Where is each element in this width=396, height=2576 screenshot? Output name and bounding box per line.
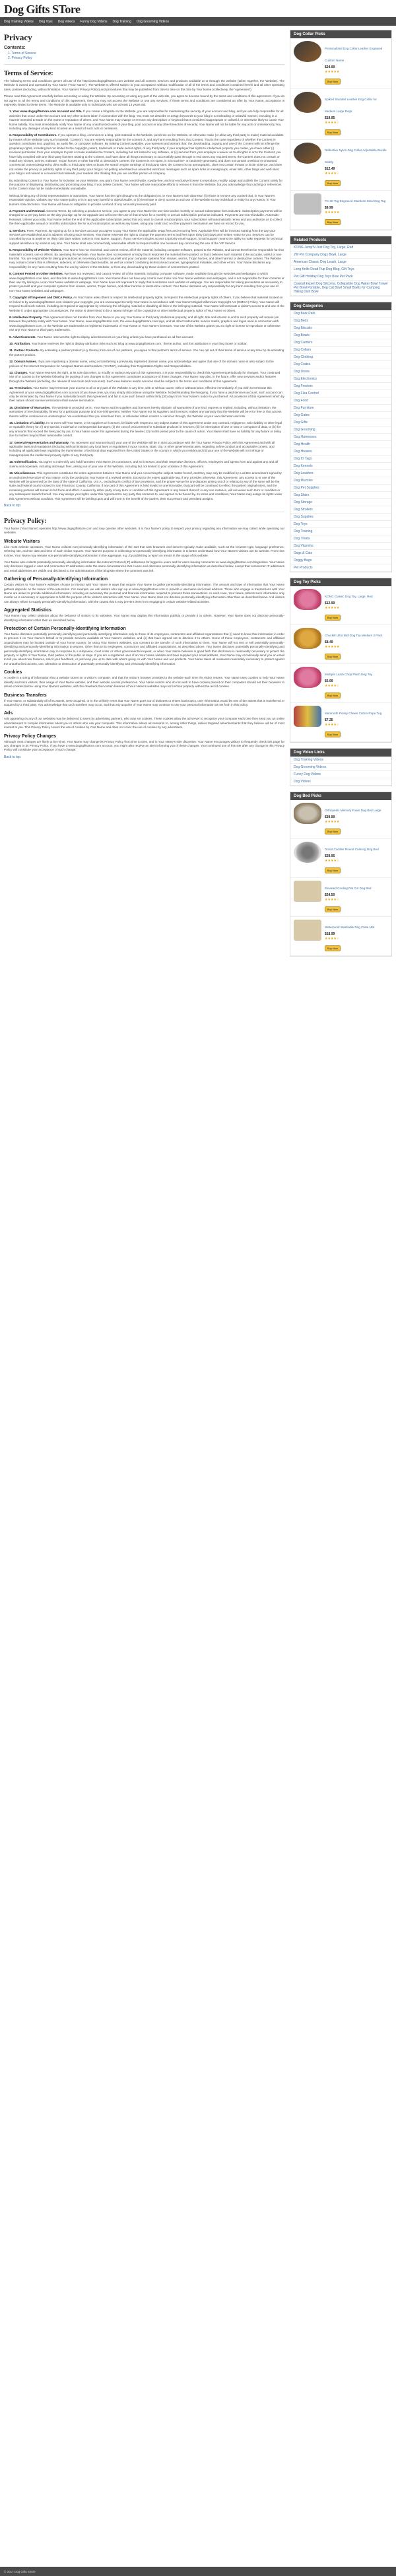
category-link[interactable]: Dog Muzzles (290, 477, 391, 485)
video-link[interactable]: Dog Training Videos (290, 757, 391, 764)
tos-item-number: 14. (9, 386, 14, 390)
category-link[interactable]: Dog Gates (290, 412, 391, 419)
product-info (325, 803, 388, 836)
tos-item-heading: Responsibility of Website Visitors. (13, 248, 63, 252)
tos-item-heading: Advertisements. (13, 335, 36, 339)
rating-stars-icon: ★★★★★ (325, 211, 340, 215)
product-item (290, 800, 391, 839)
tos-item (9, 386, 284, 403)
tos-item-heading: Your www.dogsgiftsstore.com Account and Site. (13, 110, 82, 114)
product-name-link[interactable]: Waterproof Washable Dog Crate Mat (325, 926, 375, 929)
related-product-link[interactable]: Pet Gift Holiday Dog Toys Blue Pet Pack (290, 273, 391, 281)
tos-item-text: Your Name has not reviewed, and cannot review, all of the material, including computer software, posted to the Website, and cannot therefore be responsible for that material's content, use or effects. By operating the Website, Your Name does not represent or imply that it endorses the material there posted, or that it believes such material to be accurate, useful or non-harmful. You are responsible for taking precautions as necessary to protect yourself and your computer systems from viruses, worms, Trojan horses, and other harmful or destructive content. The Website may contain content that is offensive, indecent, or otherwise objectionable, as well as content containing technical inaccuracies, typographical mistakes, and other errors. Your Name disclaims any responsibility for any harm resulting from the use by visitors of the Website, or from any downloading by those visitors of content there posted. (9, 248, 284, 269)
product-info (325, 881, 388, 914)
privacy-sections (4, 539, 284, 753)
tos-item-number: 15. (9, 405, 14, 409)
sidebar (290, 30, 392, 962)
product-name-link[interactable]: Pet ID Tag Engraved Stainless Steel Dog Tag (325, 199, 386, 203)
product-price: $19.95 (325, 116, 335, 120)
product-name-link[interactable]: KONG Classic Dog Toy, Large, Red (325, 595, 373, 598)
tos-item (9, 316, 284, 333)
contents-link-privacy[interactable]: 2. Privacy Policy (8, 56, 32, 60)
tos-item-text: In no event will Your Name, or its suppliers or licensors, be liable with respect to any subject matter of this agreement under any contract, negligence, strict liability or other legal or equitable theory for: (i) any special, incidental or consequential damages; (ii) the cost of procurement for substitute products or services; (iii) for interruption of use or loss or corruption of data; or (iv) for any amounts that exceed the fees paid by you to Your Name under this agreement during the twelve (12) month period prior to the cause of action. Your Name shall have no liability for any failure or delay due to matters beyond their reasonable control. (9, 421, 282, 438)
privacy-section-title: Cookies (4, 670, 22, 675)
tos-item (9, 229, 284, 246)
tos-item-text: By submitting Content to Your Name for inclusion on your Website, you grant Your Name a world-wide, royalty-free, and non-exclusive license to reproduce, modify, adapt and publish the Content solely for the purpose of displaying, distributing and promoting your blog. If you delete Content, Your Name will use reasonable efforts to remove it from the Website, but you acknowledge that caching or references to the Content may not be made immediately unavailable. (9, 178, 283, 191)
toy-picks-box (290, 578, 392, 743)
tos-item-number: 5. (9, 248, 12, 252)
rating-stars-icon: ★★★★☆ (325, 937, 340, 941)
product-price: $9.99 (325, 206, 333, 210)
buy-now-button[interactable]: Buy Now (325, 654, 341, 660)
buy-now-button[interactable]: Buy Now (325, 867, 341, 873)
tos-item-number: 18. (9, 460, 14, 464)
tos-item-text: As Your Name asks others to respect its intellectual property rights, it respects the intellectual property rights of others. If you believe that material located on or linked to by www.dogsgiftsstore.com violates your copyright, you are encouraged to notify Your Name in accordance with Your Name's Digital Millennium Copyright Act ('DMCA') Policy. Your Name will respond to all such notices, including as required or appropriate by removing the infringing material or disabling all links to the infringing material. Your Name will terminate a visitor's access to and use of the Website if, under appropriate circumstances, the visitor is determined to be a repeat infringer of the copyrights or other intellectual property rights of Your Name or others. (9, 296, 284, 312)
tos-item-heading: General Representation and Warranty. (14, 440, 69, 444)
product-image[interactable] (294, 628, 321, 649)
buy-now-button[interactable]: Buy Now (325, 945, 341, 951)
buy-now-button[interactable]: Buy Now (325, 219, 341, 225)
privacy-intro-paragraph: Your Name ('Your Name') operates http://www.dogsgiftsstore.com and may operate other websites. It is Your Name's policy to respect your privacy regarding any information we may collect while operating our websites. (4, 526, 284, 535)
tos-items-list (4, 110, 284, 501)
category-link[interactable]: Dog Bark Park (290, 310, 391, 318)
tos-item-text: Without limiting any of those representations or warranties, Your Name has the right (though not the obligation) to, in Your Name's sole discretion (i) refuse or remove any content that, in Your Name's reasonable opinion, violates any Your Name policy or is in any way harmful or objectionable, or (ii) terminate or deny access to and use of the Website to any individual or entity for any reason, in Your Name's sole discretion. Your Name will have no obligation to provide a refund of any amounts previously paid. (9, 193, 276, 206)
privacy-section-title: Gathering of Personally-Identifying Information (4, 577, 108, 582)
video-link[interactable]: Dog Grooming Videos (290, 764, 391, 771)
tos-item-heading: Miscellaneous. (14, 471, 36, 475)
category-link[interactable]: Dog Feeders (290, 383, 391, 390)
tos-item-heading: Partner Products. (14, 349, 40, 353)
tos-item-heading: Changes. (14, 370, 28, 374)
related-product-link[interactable]: JW Pet Company Dogs Bowl, Large (290, 252, 391, 259)
privacy-section-paragraph: Your Name may collect statistics about the behavior of visitors to its websites. Your Name may display this information publicly or provide it to others. However, Your Name does not disclose personally-identifying information other than as described below. (4, 614, 284, 622)
nav-dog-grooming-videos[interactable]: Dog Grooming Videos (136, 19, 169, 24)
tos-item-text: Your Name reserves the right to display attribution links such as 'Blog at www.dogsgiftsstore.com,' theme author, and font attribution in your blog footer or toolbar. (31, 341, 248, 345)
product-image[interactable] (294, 41, 321, 62)
tos-item (9, 133, 284, 176)
product-info (325, 41, 388, 86)
tos-item-text: You agree to indemnify and hold harmless Your Name, its contractors, and its licensors, and their respective directors, officers, employees and agents from and against any and all claims and expenses, including attorneys' fees, arising out of your use of the Website, including but not limited to your violation of this Agreement. (9, 460, 278, 468)
tos-item (9, 342, 284, 346)
rating-stars-icon: ★★★★★ (325, 820, 340, 824)
toy-product-list (290, 586, 391, 742)
category-link[interactable]: Dog Food (290, 397, 391, 405)
tos-item-heading: Domain Names. (14, 360, 38, 364)
bed-product-list (290, 800, 391, 956)
tos-item-number: 8. (9, 315, 12, 319)
tos-item-heading: Payment and Renewal. (13, 209, 46, 213)
contents-link-terms[interactable]: 1. Terms of Service (8, 51, 36, 55)
table-of-contents (4, 46, 284, 60)
product-info (325, 193, 388, 226)
tos-item-heading: Services. (13, 228, 26, 232)
tos-item-number: 10. (9, 341, 14, 345)
product-image[interactable] (294, 920, 321, 941)
nav-dog-videos[interactable]: Dog Videos (57, 19, 75, 24)
buy-now-button[interactable]: Buy Now (325, 693, 341, 698)
category-link[interactable]: Dog ID Tags (290, 456, 391, 463)
tos-item (9, 349, 284, 357)
tos-item-text: Your Name reserves the right, at its sole discretion, to modify or replace any part of this Agreement. It is your responsibility to check this Agreement periodically for changes. Your continued use of or access to the Website following the posting of any changes to this Agreement constitutes acceptance of those changes. Your Name may also, in the future, offer new services and/or features through the Website (including, the release of new tools and resources). Such new features and/or services shall be subject to the terms and conditions of this Agreement. (9, 370, 280, 383)
collar-picks-box (290, 30, 392, 230)
product-image[interactable] (294, 143, 321, 164)
privacy-section-title: Website Visitors (4, 539, 40, 544)
product-price: $12.49 (325, 167, 335, 171)
collar-product-list (290, 38, 391, 230)
video-links-list (290, 757, 391, 786)
product-item (290, 586, 391, 625)
site-header (0, 0, 396, 17)
product-name-link[interactable]: Elevated Cooling Pet Cot Dog Bed (325, 887, 372, 890)
tos-item-number: 7. (9, 296, 12, 300)
rating-stars-icon: ★★★★☆ (325, 172, 340, 176)
tos-item-number: 6. (9, 272, 12, 276)
product-image[interactable] (294, 667, 321, 688)
categories-list (290, 310, 391, 572)
product-info (325, 706, 388, 739)
buy-now-button[interactable]: Buy Now (325, 906, 341, 912)
rating-stars-icon: ★★★★☆ (325, 723, 340, 727)
tos-item-number: 17. (9, 440, 14, 444)
category-link[interactable]: Dog Leashes (290, 470, 391, 477)
related-products-box (290, 236, 392, 296)
product-info (325, 628, 388, 661)
buy-now-button[interactable]: Buy Now (325, 129, 341, 135)
category-link[interactable]: Dog Vitamins (290, 543, 391, 550)
category-link[interactable]: Dog Storage (290, 499, 391, 506)
tos-item-number: 4. (9, 228, 12, 232)
tos-heading: Terms of Service: (4, 70, 53, 77)
tos-item-number: 2. (9, 133, 12, 137)
main-content (4, 30, 290, 962)
tos-item-heading: Disclaimer of Warranties. (14, 405, 51, 409)
tos-item (9, 209, 284, 226)
privacy-section-paragraph: A cookie is a string of information that a website stores on a visitor's computer, and that the visitor's browser provides to the website each time the visitor returns. Your Name uses cookies to help Your Name identify and track visitors, their usage of Your Name website, and their website access preferences. Your Name visitors who do not wish to have cookies placed on their computers should set their browsers to refuse cookies before using Your Name's websites, with the drawback that certain features of Your Name's websites may not function properly without the aid of cookies. (4, 676, 284, 689)
product-item (290, 839, 391, 878)
tos-item (9, 179, 284, 191)
buy-now-button[interactable]: Buy Now (325, 829, 341, 834)
tos-item-number: 19. (9, 471, 14, 475)
nav-dog-training[interactable]: Dog Training (112, 19, 131, 24)
category-link[interactable]: Dog Crates (290, 361, 391, 368)
top-nav (0, 17, 396, 26)
product-image[interactable] (294, 589, 321, 610)
tos-item-text: The Website is provided 'as is'. Your Name and its suppliers and licensors hereby disclaim all warranties of any kind, express or implied, including, without limitation, the warranties of merchantability, fitness for a particular purpose and non-infringement. Neither Your Name nor its suppliers and licensors, makes any warranty that the Website will be error free or that access thereto will be continuous or uninterrupted. You understand that you download from, or otherwise obtain content or services through, the Website at your own discretion and risk. (9, 405, 282, 418)
tos-item-text: If you operate a blog, comment on a blog, post material to the Website, post links on the Website, or otherwise make (or allow any third party to make) material available by means of the Website (any such material, 'Content'), You are entirely responsible for the content of, and any harm resulting from, that Content. That is the case regardless of whether the Content in question constitutes text, graphics, an audio file, or computer software. By making Content available, you represent and warrant that: the downloading, copying and use of the Content will not infringe the proprietary rights, including but not limited to the copyright, patent, trademark or trade secret rights, of any third party; if your employer has rights to intellectual property you create, you have either (i) received permission from your employer to post or make available the Content, including but not limited to any software, or (ii) secured from your employer a waiver as to all rights in or to the Content; you have fully complied with any third-party licenses relating to the Content, and have done all things necessary to successfully pass through to end users any required terms; the Content does not contain or install any viruses, worms, malware, Trojan horses or other harmful or destructive content; the Content is not spam, is not machine- or randomly-generated, and does not contain unethical or unwanted commercial content designed to drive traffic to third party sites or boost the search engine rankings of third party sites; the Content is not pornographic, does not contain threats or incite violence, and does not violate the privacy or publicity rights of any third party; your blog is not getting advertised via unwanted electronic messages such as spam links on newsgroups, email lists, other blogs and web sites; your blog is not named in a manner that misleads your readers into thinking that you are another person or company. (9, 133, 284, 176)
product-item (290, 140, 391, 191)
related-product-link[interactable]: Long Knife Dead Pup Dog Blog, Gift Toys (290, 266, 391, 273)
product-name-link[interactable]: Chuckit! Ultra Ball Dog Toy Medium 2 Pack (325, 634, 383, 637)
privacy-section-title: Business Transfers (4, 693, 47, 698)
tos-item-text: General Terms. By selecting a product or service, you agree to pay Your Name the one-time and/or monthly or annual subscription fees indicated. Subscription payments will be charged on a pre-pay basis on the day you sign up for an Upgrade and will cover the use of that service for a monthly or annual subscription period as indicated. Payments are not refundable. Automatic Renewal. Unless you notify Your Name before the end of the applicable subscription period that you want to cancel a subscription, your subscription will automatically renew and you authorize us to collect the then-applicable annual or monthly subscription fee for such subscription as well as any taxes, using any credit card or other payment mechanism we have on record for you. (9, 209, 282, 226)
tos-item-text: If you create a blog/site on the Website, you are responsible for maintaining the security of your account and blog, and you are fully responsible for all activities that occur under the account and any other actions taken in connection with the blog. You must not describe or assign keywords to your blog in a misleading or unlawful manner, including in a manner intended to trade on the name or reputation of others, and Your Name may change or remove any description or keyword that it considers inappropriate or unlawful, or otherwise likely to cause Your Name liability. You must immediately notify Your Name of any unauthorized uses of your blog, your account or any other breaches of security. Your Name will not be liable for any acts or omissions by You, including any damages of any kind incurred as a result of such acts or omissions. (9, 110, 284, 131)
tos-item-heading: Termination. (14, 386, 32, 390)
tos-item (9, 296, 284, 313)
contents-title: Contents: (4, 46, 26, 50)
category-link[interactable]: Dog Beds (290, 318, 391, 325)
tos-item-number: 3. (9, 209, 12, 213)
product-name-link[interactable]: Mammoth Flossy Chews Cotton Rope Tug (325, 712, 382, 715)
tos-item-text: If you are registering a domain name, using or transferring a previously registered domain name, you acknowledge and agree that use of the domain name is also subject to the policies of the Internet Corporation for Assigned Names and Numbers ('ICANN'), including their Registration Rights and Responsibilities. (9, 360, 274, 368)
privacy-section-paragraph: Your Name also collects potentially personally-identifying information like Internet Protocol (IP) addresses for logged in users and for users leaving comments on www.dogsgiftsstore.com blogs/sites. Your Name only discloses logged in user and commenter IP addresses under the same circumstances that it uses and discloses personally-identifying information as described below, except that commenter IP addresses and email addresses are visible and disclosed to the administrators of the blog/site where the comment was left. (4, 560, 284, 572)
product-price: $6.99 (325, 679, 333, 683)
product-price: $24.50 (325, 893, 335, 897)
product-name-link[interactable]: Orthopedic Memory Foam Dog Bed Large (325, 809, 381, 812)
tos-item (9, 194, 284, 207)
nav-dog-toys[interactable]: Dog Toys (38, 19, 53, 24)
product-item (290, 191, 391, 230)
privacy-section-paragraph: Your Name discloses potentially personally-identifying and personally-identifying information only to those of its employees, contractors and affiliated organizations that (i) need to know that information in order to process it on Your Name's behalf or to provide services available at Your Name's websites, and (ii) that have agreed not to disclose it to others. Some of those employees, contractors and affiliated organizations may be located outside of your home country; by using Your Name's websites, you consent to the transfer of such information to them. Your Name will not rent or sell potentially personally-identifying and personally-identifying information to anyone. Other than to its employees, contractors and affiliated organizations, as described above, Your Name discloses potentially personally-identifying and personally-identifying information only in response to a subpoena, court order or other governmental request, or when Your Name believes in good faith that disclosure is reasonably necessary to protect the property or rights of Your Name, third parties or the public at large. If you are a registered user of an Your Name website and have supplied your email address, Your Name may occasionally send you an email to tell you about new features, solicit your feedback, or just keep you up to date with what's going on with Your Name and our products. Your Name takes all measures reasonably necessary to protect against the unauthorized access, use, alteration or destruction of potentially personally-identifying and personally-identifying information. (4, 632, 284, 665)
category-link[interactable]: Dog Carriers (290, 339, 391, 347)
tos-item (9, 371, 284, 384)
buy-now-button[interactable]: Buy Now (325, 615, 341, 621)
product-price: $8.49 (325, 640, 333, 644)
buy-now-button[interactable]: Buy Now (325, 79, 341, 85)
tos-item-heading: Indemnification. (14, 460, 38, 464)
rating-stars-icon: ★★★★☆ (325, 898, 340, 902)
category-link[interactable]: Dog Furniture (290, 405, 391, 412)
related-product-link[interactable]: Coastal Expert Dog Sitcoma, Collapsible Dog Water Bowl Travel Pet Bowl Portable, Dog Cat Bowl Small Bowls for Camping Hiking Dish Bowl (290, 281, 391, 296)
privacy-section-paragraph: Although most changes are likely to be minor, Your Name may change its Privacy Policy from time to time, and in Your Name's sole discretion. Your Name encourages visitors to frequently check this page for any changes to its Privacy Policy. If you have a www.dogsgiftsstore.com account, you might also receive an alert informing you of these changes. Your continued use of this site after any change in this Privacy Policy will constitute your acceptance of such change. (4, 739, 284, 752)
privacy-heading: Privacy Policy: (4, 517, 47, 525)
tos-item-heading: Content Posted on Other Websites. (13, 272, 64, 276)
tos-item-text: Your Name reserves the right to display advertisements on your blog unless you have purchased an ad-free account. (37, 335, 194, 339)
category-link[interactable]: Dog Collars (290, 347, 391, 354)
privacy-section-paragraph: Like most website operators, Your Name collects non-personally-identifying information of the sort that web browsers and servers typically make available, such as the browser type, language preference, referring site, and the date and time of each visitor request. Your Name's purpose in collecting non-personally identifying information is to better understand how Your Name's visitors use its website. From time to time, Your Name may release non-personally-identifying information in the aggregate, e.g., by publishing a report on trends in the usage of its website. (4, 545, 284, 557)
video-links-box (290, 748, 392, 786)
category-link[interactable]: Dog Supplies (290, 514, 391, 521)
tos-item-text: By activating a partner product (e.g. theme) from one of our partners, you agree to that partner's terms of service. You can opt out of their terms of service at any time by de-activating the partner product. (9, 349, 284, 356)
product-image[interactable] (294, 803, 321, 824)
category-link[interactable]: Dog Toys (290, 521, 391, 528)
page-title: Privacy (4, 32, 32, 42)
product-image[interactable] (294, 881, 321, 902)
tos-item-number: 12. (9, 360, 14, 364)
video-link[interactable]: Funny Dog Videos (290, 771, 391, 778)
category-link[interactable]: Dog Houses (290, 448, 391, 456)
product-item (290, 917, 391, 956)
related-products-title: Related Products (290, 236, 391, 244)
category-link[interactable]: Dog Electronics (290, 376, 391, 383)
bed-picks-title: Dog Bed Picks (290, 792, 391, 800)
category-link[interactable]: Doggy Bags (290, 557, 391, 564)
category-link[interactable]: Dog Biscuits (290, 325, 391, 332)
tos-item (9, 406, 284, 419)
tos-item (9, 460, 284, 469)
category-link[interactable]: Pet Products (290, 564, 391, 572)
tos-item-heading: Responsibility of Contributors. (13, 133, 57, 137)
toy-picks-title: Dog Toy Picks (290, 578, 391, 586)
privacy-section-title: Privacy Policy Changes (4, 733, 56, 739)
category-link[interactable]: Dog Grooming (290, 426, 391, 434)
product-info (325, 667, 388, 700)
product-price: $7.25 (325, 718, 333, 722)
collar-picks-title: Dog Collar Picks (290, 30, 391, 38)
product-item (290, 664, 391, 703)
category-link[interactable]: Dog Harnesses (290, 434, 391, 441)
product-name-link[interactable]: Multipet Lamb Chop Plush Dog Toy (325, 673, 372, 676)
buy-now-button[interactable]: Buy Now (325, 180, 341, 186)
tos-item-text: This Agreement constitutes the entire agreement between Your Name and you concerning the subject matter hereof, and they may only be modified by a written amendment signed by an authorized executive of Your Name, or by the posting by Your Name of a revised version. Except to the extent applicable law, if any, provides otherwise, this Agreement, any access to or use of the Website will be governed by the laws of the state of California, U.S.A., excluding its conflict of law provisions, and the proper venue for any disputes arising out of or relating to any of the same will be the state and federal courts located in San Francisco County, California. If any part of this Agreement is held invalid or unenforceable, that part will be construed to reflect the parties' original intent, and the remaining portions will remain in full force and effect. A waiver by either party of any term or condition of this Agreement or any breach thereof, in any one instance, will not waive such term or condition or any subsequent breach thereof. You may assign your rights under this Agreement to any party that consents to, and agrees to be bound by, its terms and conditions; Your Name may assign its rights under this Agreement without condition. This Agreement will be binding upon and will inure to the benefit of the parties, their successors and permitted assigns. (9, 471, 282, 500)
tos-item (9, 248, 284, 269)
tos-item-heading: Copyright Infringement and DMCA Policy. (13, 296, 73, 300)
product-info (325, 842, 388, 875)
video-link[interactable]: Dog Videos (290, 778, 391, 786)
related-product-link[interactable]: KONG Jump'N Just Dog Toy, Large, Red (290, 244, 391, 252)
rating-stars-icon: ★★★★★ (325, 645, 340, 649)
related-products-list (290, 244, 391, 296)
privacy-section-paragraph: If Your Name, or substantially all of its assets, were acquired, or in the unlikely event that Your Name goes out of business or enters bankruptcy, user information would be one of the assets that is transferred or acquired by a third party. You acknowledge that such transfers may occur, and that any acquirer of Your Name may continue to use your personal information as set forth in this policy. (4, 698, 284, 706)
category-link[interactable]: Dog Clothing (290, 354, 391, 361)
product-item (290, 878, 391, 917)
product-item (290, 703, 391, 742)
privacy-section-title: Ads (4, 711, 13, 716)
tos-item (9, 471, 284, 501)
product-info (325, 589, 388, 622)
tos-item-text: This Agreement does not transfer from Your Name to you any Your Name or third party intellectual property, and all right, title and interest in and to such property will remain (as between the parties) solely with Your Name. Your Name, www.dogsgiftsstore.com, the www.dogsgiftsstore.com logo, and all other trademarks, service marks, graphics and logos used in connection with www.dogsgiftsstore.com, or the Website are trademarks or registered trademarks of Your Name or Your Name's licensors. Your use of the Website grants you no right or license to reproduce or otherwise use any Your Name or third-party trademarks. (9, 315, 280, 332)
product-name-link[interactable]: Donut Cuddler Round Calming Dog Bed (325, 848, 379, 851)
categories-title: Dog Categories (290, 302, 391, 310)
tos-item (9, 110, 284, 131)
product-image[interactable] (294, 842, 321, 863)
tos-intro-paragraph: Please read this Agreement carefully before accessing or using the Website. By accessing or using any part of the web site, you agree to become bound by the terms and conditions of this agreement. If you do not agree to all the terms and conditions of this agreement, then you may not access the Website or use any services. If these terms and conditions are considered an offer by Your Name, acceptance is expressly limited to these terms. The Website is available only to individuals who are at least 13 years old. (4, 94, 284, 107)
divider (4, 64, 284, 65)
product-name-link[interactable]: Reflective Nylon Dog Collar Adjustable Buckle Safety (325, 149, 387, 164)
product-item (290, 89, 391, 140)
tos-item (9, 421, 284, 438)
tos-item-heading: Intellectual Property. (13, 315, 43, 319)
category-link[interactable]: Dog Training (290, 528, 391, 535)
categories-box (290, 302, 392, 572)
category-link[interactable]: Dog Gifts (290, 419, 391, 426)
category-link[interactable]: Dog Kennels (290, 463, 391, 470)
tos-item-text: We have not reviewed, and cannot review, all of the material, including computer software, made available through the websites and webpages to which www.dogsgiftsstore.com links, and that link to www.dogsgiftsstore.com. Your Name does not have any control over those non-Your Name websites and webpages, and is not responsible for their contents or their use. By linking to a non-Your Name website or webpage, Your Name does not represent or imply that it endorses such website or webpage. You are responsible for taking precautions as necessary to protect yourself and your computer systems from viruses, worms, Trojan horses, and other harmful or destructive content. Your Name disclaims any responsibility for any harm resulting from your use of non-Your Name websites and webpages. (9, 272, 284, 292)
tos-item-number: 11. (9, 349, 14, 353)
nav-dog-training-videos[interactable]: Dog Training Videos (4, 19, 34, 24)
rating-stars-icon: ★★★★☆ (325, 684, 340, 688)
buy-now-button[interactable]: Buy Now (325, 731, 341, 737)
tos-item-text: You represent and warrant that (i) your use of the Website will be in strict accordance with the Your Name Privacy Policy, with this Agreement and with all applicable laws and regulations (including without limitation any local laws or regulations in your country, state, city, or other governmental area, regarding online conduct and acceptable content, and including all applicable laws regarding the transmission of technical data exported from the United States or the country in which you reside) and (ii) your use of the Website will not infringe or misappropriate the intellectual property rights of any third party. (9, 440, 275, 457)
rating-stars-icon: ★★★★★ (325, 606, 340, 610)
category-link[interactable]: Dog Bowls (290, 332, 391, 339)
product-price: $24.99 (325, 65, 335, 69)
video-links-title: Dog Video Links (290, 749, 391, 757)
product-image[interactable] (294, 706, 321, 727)
rating-stars-icon: ★★★★☆ (325, 121, 340, 125)
rating-stars-icon: ★★★★★ (325, 70, 340, 74)
tos-item-number: 1. (9, 110, 12, 114)
tos-item (9, 441, 284, 458)
product-info (325, 920, 388, 953)
product-name-link[interactable]: Spiked Studded Leather Dog Collar for Medium Large Dogs (325, 98, 377, 113)
privacy-section-paragraph: Certain visitors to Your Name's websites choose to interact with Your Name in ways that require Your Name to gather personally-identifying information. The amount and type of information that Your Name gathers depends on the nature of the interaction. For example, we ask visitors who sign up at www.dogsgiftsstore.com to provide a username and email address. Those who engage in transactions with Your Name are asked to provide additional information, including as necessary the personal and financial information required to process those transactions. In each case, Your Name collects such information only insofar as is necessary or appropriate to fulfill the purpose of the visitor's interaction with Your Name. Your Name does not disclose personally-identifying information other than as described below. And visitors can always refuse to supply personally-identifying information, with the caveat that it may prevent them from engaging in certain website-related activities. (4, 583, 284, 603)
back-to-top-link[interactable]: Back to top (4, 503, 21, 508)
back-to-top-link[interactable]: Back to top (4, 755, 21, 759)
related-product-link[interactable]: American Classic Dog Leash, Large (290, 259, 391, 266)
site-footer (0, 2567, 396, 2576)
category-link[interactable]: Dog Doors (290, 368, 391, 376)
category-link[interactable]: Dog Stairs (290, 492, 391, 499)
tos-intro-paragraph: The following terms and conditions govern all use of the http://www.dogsgiftsstore.com website and all content, services and products available at or through the website (taken together, the Website). The Website is owned and operated by Your Name ('Your Name'). The Website is offered subject to your acceptance without modification of all of the terms and conditions contained herein and all other operating rules, policies (including, without limitation, Your Name's Privacy Policy) and procedures that may be published from time to time on this Site by Your Name (collectively, the 'Agreement'). (4, 79, 284, 91)
product-item (290, 38, 391, 89)
tos-item-heading: Limitation of Liability. (14, 421, 46, 425)
bed-picks-box (290, 792, 392, 957)
category-link[interactable]: Dog Flea Control (290, 390, 391, 397)
product-image[interactable] (294, 193, 321, 215)
privacy-section-paragraph: Ads appearing on any of our websites may be delivered to users by advertising partners, who may set cookies. These cookies allow the ad server to recognize your computer each time they send you an online advertisement to compile information about you or others who use your computer. This information allows ad networks to, among other things, deliver targeted advertisements that they believe will be of most interest to you. This Privacy Policy covers the use of cookies by Your Name and does not cover the use of cookies by any advertisers. (4, 717, 284, 729)
tos-item-text: Your Name may terminate your access to all or any part of the Website at any time, with or without cause, with or without notice, effective immediately. If you wish to terminate this Agreement or your www.dogsgiftsstore.com account (if you have one), you may simply discontinue using the Website. Notwithstanding the foregoing, if you have a paid services account, such account can only be terminated by Your Name if you materially breach this Agreement and fail to cure such breach within thirty (30) days from Your Name's notice to you thereof. All provisions of this Agreement which by their nature should survive termination shall survive termination. (9, 386, 284, 403)
tos-item-number: 13. (9, 370, 14, 374)
product-price: $12.99 (325, 601, 335, 605)
tos-item-heading: Attribution. (14, 341, 31, 345)
privacy-section-title: Protection of Certain Personally-Identifying Information (4, 627, 126, 632)
product-name-link[interactable]: Personalized Dog Collar Leather Engraved Custom Name (325, 47, 383, 62)
site-title[interactable]: Dog Gifts STore (4, 3, 81, 16)
category-link[interactable]: Dog Pet Supplies (290, 485, 391, 492)
category-link[interactable]: Dog Health (290, 441, 391, 448)
product-price: $29.95 (325, 854, 335, 858)
product-image[interactable] (294, 92, 321, 113)
product-price: $39.99 (325, 815, 335, 819)
tos-item (9, 360, 284, 368)
tos-item-number: 16. (9, 421, 14, 425)
category-link[interactable]: Dog Strollers (290, 506, 391, 514)
tos-item (9, 335, 284, 339)
tos-item-number: 9. (9, 335, 12, 339)
footer-text: © 2017 Dog Gifts STore (4, 2569, 36, 2573)
product-item (290, 625, 391, 664)
privacy-section-title: Aggregated Statistics (4, 608, 51, 613)
tos-item-text: Fees; Payment. By signing up for a Services account you agree to pay Your Name the applicable setup fees and recurring fees. Applicable fees will be invoiced starting from the day your services are established and in advance of using such services. Your Name reserves the right to change the payment terms and fees upon thirty (30) days prior written notice to you. Services can be canceled by you at anytime on thirty (30) days written notice to Your Name. Support. If your service includes access to priority email support, 'Email support' means the ability to make requests for technical support assistance by email at any time. Your Name shall use commercially reasonable efforts to respond within one business day concerning the use of the VIP Service. (9, 228, 283, 245)
category-link[interactable]: Dog Treats (290, 535, 391, 543)
product-info (325, 143, 388, 187)
nav-funny-dog-videos[interactable]: Funny Dog Videos (80, 19, 108, 24)
tos-item (9, 272, 284, 293)
rating-stars-icon: ★★★★☆ (325, 859, 340, 863)
product-info (325, 92, 388, 137)
product-price: $18.99 (325, 932, 335, 936)
category-link[interactable]: Dogs & Cats (290, 550, 391, 557)
